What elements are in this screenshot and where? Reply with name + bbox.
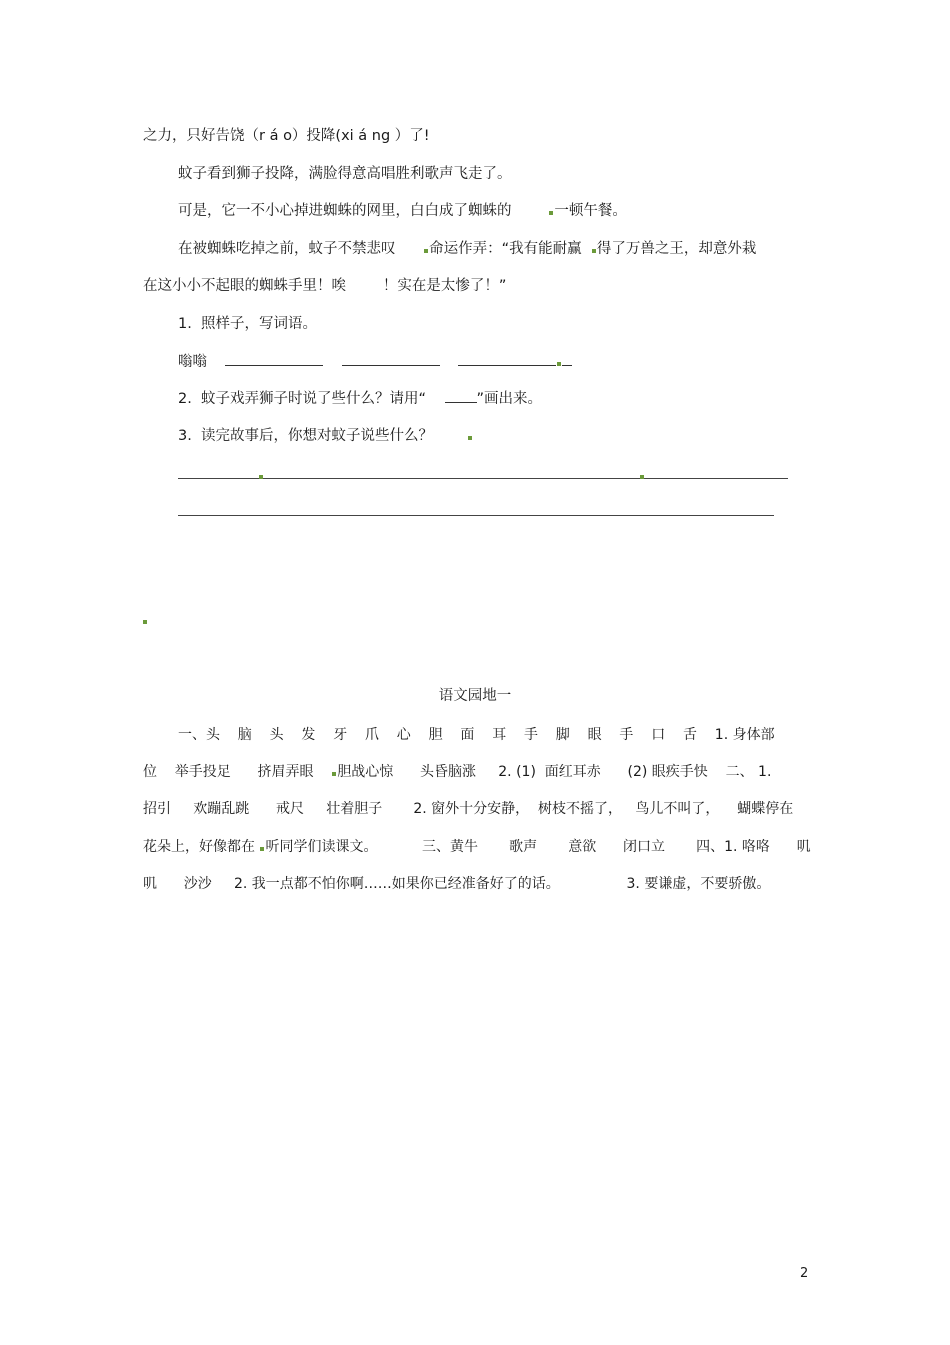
answer-blank-tail[interactable]	[562, 351, 572, 366]
question-1-example	[178, 351, 572, 372]
answer-blank-2[interactable]	[342, 351, 440, 366]
answer-row-4	[143, 837, 811, 857]
answer-line-2[interactable]	[178, 515, 774, 516]
green-mark-icon	[260, 847, 264, 851]
answer-row-1: 一、头 脑 头 发 牙 爪 心 胆 面 耳 手 脚 眼 手 口 舌 1. 身体部	[178, 727, 775, 743]
green-mark-icon	[424, 249, 428, 253]
question-2a: 2. 蚊子戏弄狮子时说了些什么？请用“	[178, 391, 427, 407]
answer-blank-1[interactable]	[225, 351, 323, 366]
answer-row-2	[143, 762, 771, 782]
question-3: 3. 读完故事后，你想对蚊子说些什么？	[178, 428, 434, 444]
story-line-5: 在这小小不起眼的蜘蛛手里！唉 ！实在是太惨了！”	[143, 278, 507, 294]
story-line-3b: 一顿午餐。	[554, 203, 627, 219]
example-word: 嗡嗡	[178, 354, 207, 370]
green-mark-icon	[468, 436, 472, 440]
story-line-4	[178, 239, 756, 259]
page-number: 2	[800, 1266, 809, 1281]
story-line-4a: 在被蜘蛛吃掉之前，蚊子不禁悲叹	[178, 241, 396, 257]
answer-row-2b: 胆战心惊 头昏脑涨 2. (1) 面红耳赤 (2) 眼疾手快 二、 1.	[337, 764, 772, 780]
answer-row-4a: 花朵上，好像都在	[143, 839, 260, 855]
question-2b: ”画出来。	[476, 391, 543, 407]
section-title: 语文园地一	[438, 688, 512, 704]
answer-line-1[interactable]	[178, 478, 788, 479]
green-mark-icon	[549, 211, 553, 215]
question-1: 1. 照样子，写词语。	[178, 316, 318, 332]
answer-row-3: 招引 欢蹦乱跳 戒尺 壮着胆子 2. 窗外十分安静， 树枝不摇了， 鸟儿不叫了， 蝴蝶停在	[143, 801, 794, 817]
answer-blank-3[interactable]	[458, 351, 556, 366]
story-line-3a: 可是，它一不小心掉进蜘蛛的网里，白白成了蜘蛛的	[178, 203, 512, 219]
question-2	[178, 388, 542, 409]
story-line-1: 之力，只好告饶（r á o）投降(xi á ng ）了!	[143, 128, 430, 144]
green-mark-icon	[259, 475, 263, 479]
answer-row-4b: 听同学们读课文。 三、黄牛 歌声 意欲 闭口立 四、1. 咯咯 叽	[265, 839, 811, 855]
story-line-2: 蚊子看到狮子投降，满脸得意高唱胜利歌声飞走了。	[178, 166, 512, 182]
answer-row-2a: 位 举手投足 挤眉弄眼	[143, 764, 332, 780]
answer-row-5: 叽 沙沙 2. 我一点都不怕你啊……如果你已经准备好了的话。 3. 要谦虚，不要骄傲。	[143, 876, 771, 892]
green-mark-icon	[143, 620, 147, 624]
story-line-4c: 得了万兽之王，却意外栽	[596, 241, 757, 257]
green-mark-icon	[332, 772, 336, 776]
green-mark-icon	[557, 362, 561, 366]
story-line-3	[178, 201, 627, 221]
story-line-4b: 命运作弄：“我有能耐赢	[429, 241, 582, 257]
green-mark-icon	[592, 249, 596, 253]
underline-sample	[445, 388, 477, 403]
green-mark-icon	[640, 475, 644, 479]
